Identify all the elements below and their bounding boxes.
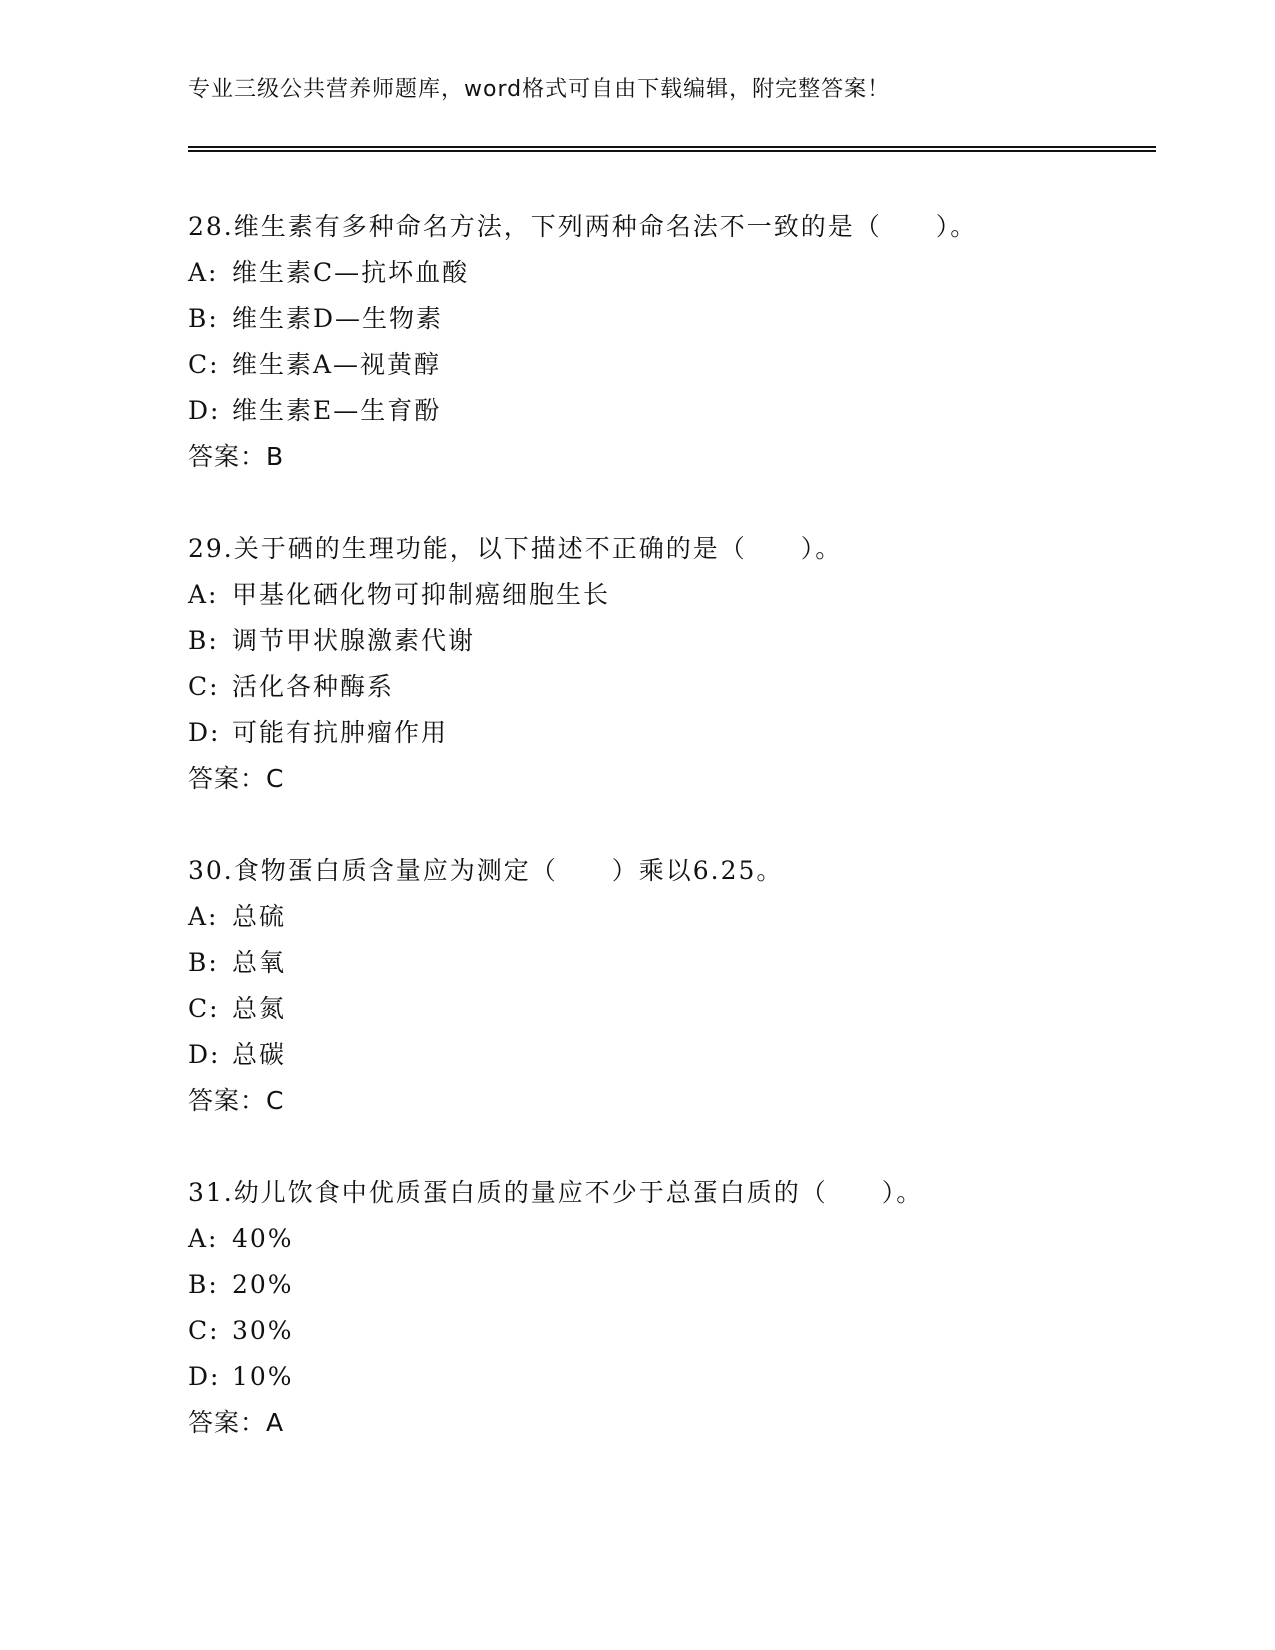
answer: 答案：A [188, 1408, 285, 1437]
option-c [188, 664, 1156, 710]
option-letter: C: [188, 672, 220, 701]
option-letter: C: [188, 1316, 220, 1345]
option-letter: A: [188, 580, 219, 609]
option-letter: C: [188, 350, 220, 379]
option-a [188, 572, 1156, 618]
option-letter: B: [188, 948, 219, 977]
option-letter: A: [188, 1224, 219, 1253]
option-text: 总碳 [232, 1040, 287, 1069]
option-c [188, 1308, 1156, 1354]
option-text: 总氧 [232, 948, 287, 977]
option-letter: B: [188, 1270, 219, 1299]
option-a [188, 250, 1156, 296]
option-text: 维生素D—生物素 [232, 304, 444, 333]
option-b [188, 296, 1156, 342]
option-text: 10% [232, 1362, 294, 1391]
header-rule-top [188, 146, 1156, 148]
option-text: 维生素E—生育酚 [232, 396, 442, 425]
option-letter: C: [188, 994, 220, 1023]
option-text: 总氮 [232, 994, 287, 1023]
question-31 [188, 1170, 1156, 1446]
question-30 [188, 848, 1156, 1124]
option-d [188, 388, 1156, 434]
option-c [188, 342, 1156, 388]
option-text: 活化各种酶系 [232, 672, 395, 701]
question-text: 31.幼儿饮食中优质蛋白质的量应不少于总蛋白质的（ ）。 [188, 1178, 924, 1207]
option-d [188, 710, 1156, 756]
answer: 答案：C [188, 764, 285, 793]
question-text: 28.维生素有多种命名方法，下列两种命名法不一致的是（ ）。 [188, 212, 978, 241]
option-d [188, 1354, 1156, 1400]
option-d [188, 1032, 1156, 1078]
option-letter: B: [188, 626, 219, 655]
option-letter: D: [188, 1040, 221, 1069]
question-28 [188, 204, 1156, 480]
option-text: 20% [232, 1270, 294, 1299]
option-text: 维生素C—抗坏血酸 [232, 258, 470, 287]
option-letter: A: [188, 902, 219, 931]
option-text: 调节甲状腺激素代谢 [232, 626, 476, 655]
option-text: 总硫 [232, 902, 287, 931]
option-c [188, 986, 1156, 1032]
option-text: 30% [232, 1316, 294, 1345]
option-text: 40% [232, 1224, 294, 1253]
question-29 [188, 526, 1156, 802]
option-a [188, 894, 1156, 940]
option-text: 可能有抗肿瘤作用 [232, 718, 449, 747]
page-header: 专业三级公共营养师题库，word格式可自由下载编辑，附完整答案！ [188, 77, 891, 102]
option-text: 甲基化硒化物可抑制癌细胞生长 [232, 580, 611, 609]
option-letter: B: [188, 304, 219, 333]
option-a [188, 1216, 1156, 1262]
question-text: 30.食物蛋白质含量应为测定（ ）乘以6.25。 [188, 856, 784, 885]
option-b [188, 940, 1156, 986]
option-b [188, 618, 1156, 664]
option-letter: D: [188, 1362, 221, 1391]
option-letter: D: [188, 396, 221, 425]
option-b [188, 1262, 1156, 1308]
option-letter: A: [188, 258, 219, 287]
option-letter: D: [188, 718, 221, 747]
header-rule-bottom [188, 150, 1156, 152]
answer: 答案：C [188, 1086, 285, 1115]
answer: 答案：B [188, 442, 285, 471]
option-text: 维生素A—视黄醇 [232, 350, 442, 379]
question-text: 29.关于硒的生理功能，以下描述不正确的是（ ）。 [188, 534, 843, 563]
